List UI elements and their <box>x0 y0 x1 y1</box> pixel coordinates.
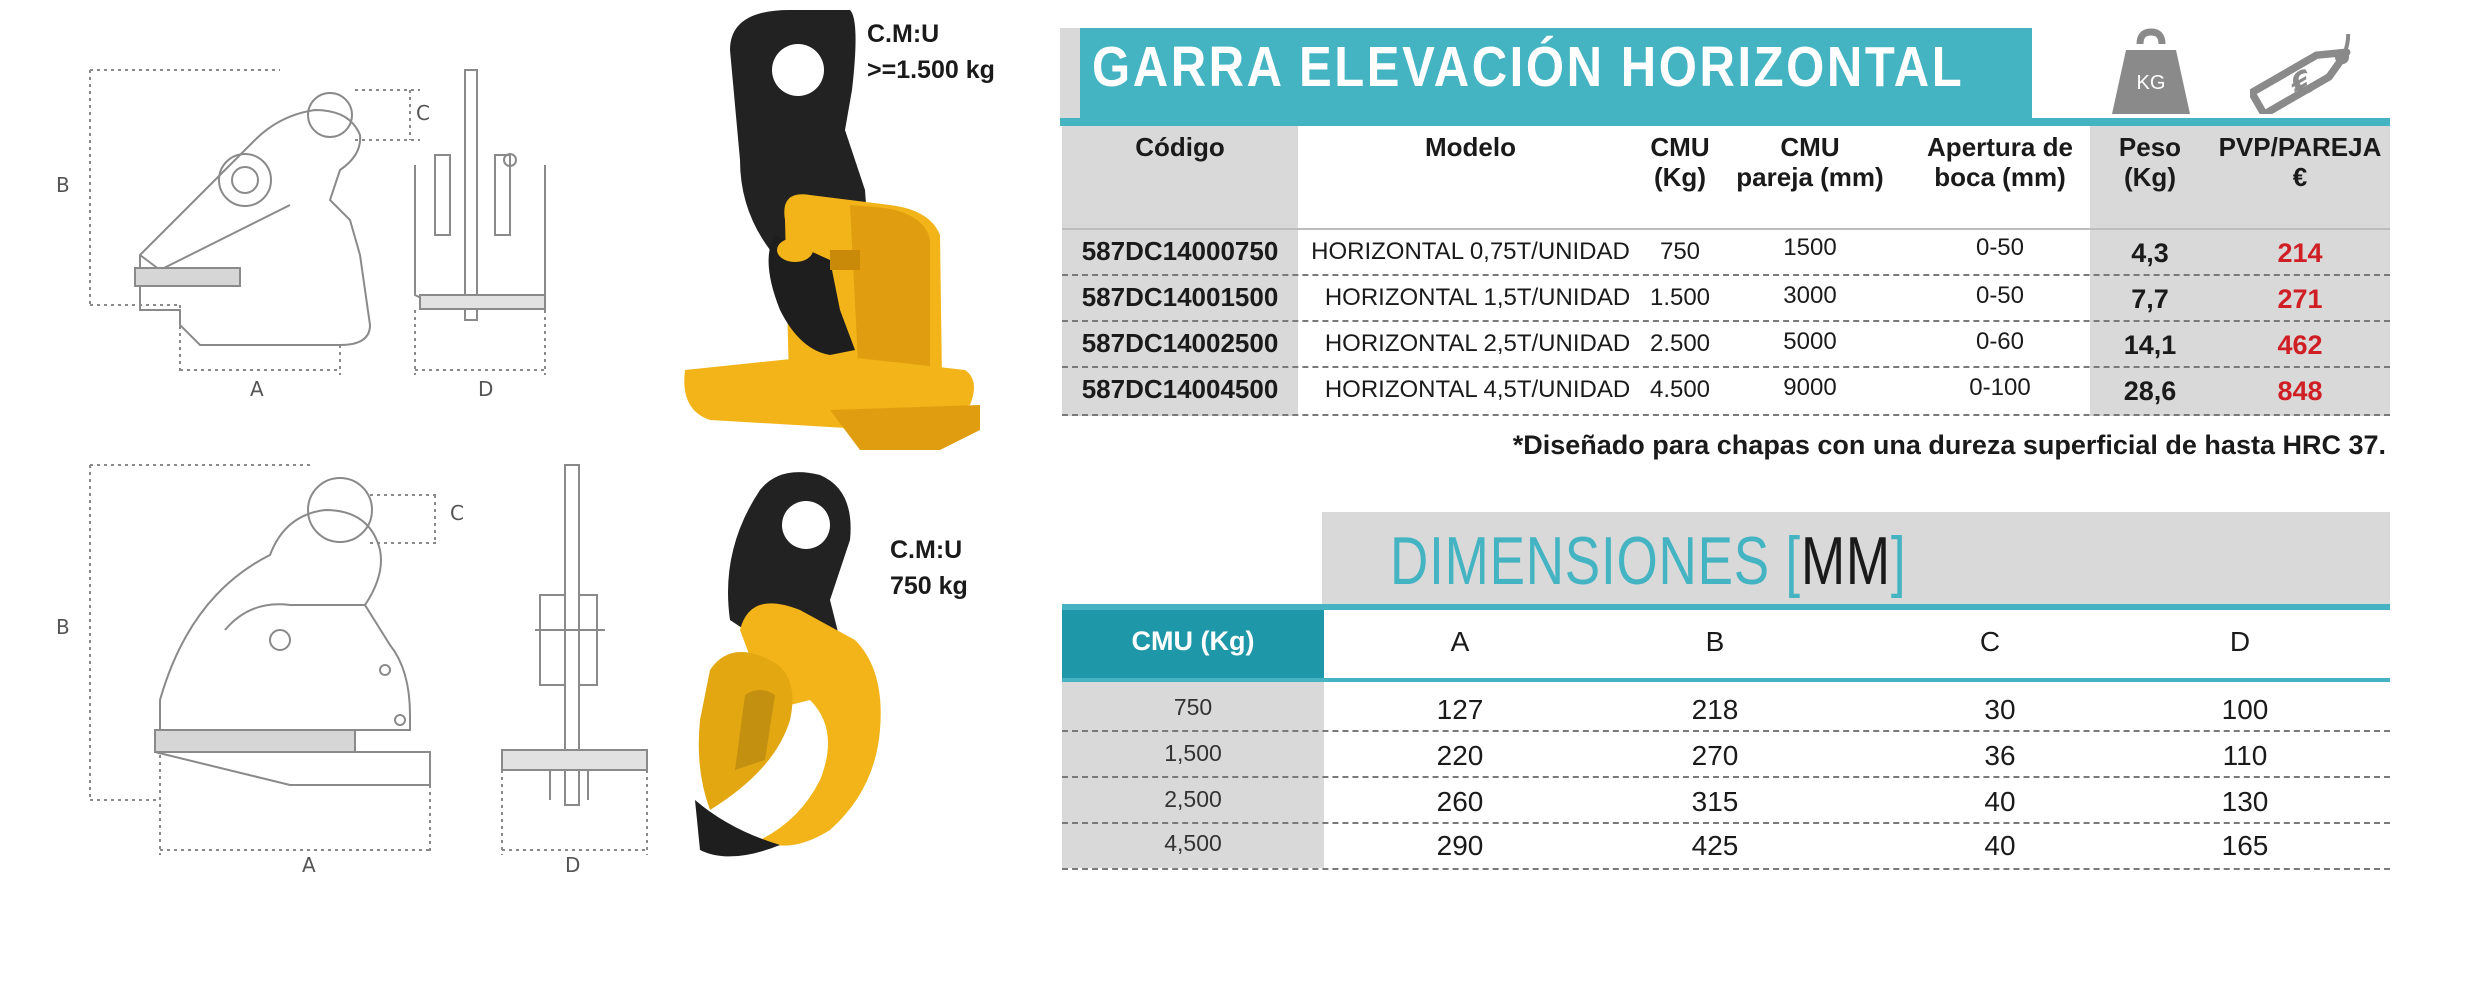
dim-row3-a: 260 <box>1436 786 1484 817</box>
dimensions-title <box>1390 522 1906 600</box>
cmu-label-line2: 750 kg <box>890 572 968 600</box>
row2-cmu: 1.500 <box>1649 284 1711 311</box>
dim-row1-cmu: 750 <box>1173 694 1213 720</box>
dimension-label-b: B <box>56 615 70 639</box>
page-title: GARRA ELEVACIÓN HORIZONTAL <box>1092 35 1965 99</box>
dimension-label-a: A <box>250 377 264 401</box>
title-rule <box>1060 118 2390 126</box>
title-band-accent <box>1060 28 1080 118</box>
row2-apertura: 0-50 <box>1975 282 2025 309</box>
row3-codigo: 587DC14002500 <box>1081 328 1279 358</box>
row2-cmu-pareja: 3000 <box>1783 282 1837 309</box>
weight-kg-icon-label: KG <box>2136 72 2166 94</box>
dim-row4-b: 425 <box>1691 830 1739 861</box>
header-cmu-line2: (Kg) <box>1654 162 1706 192</box>
header-apertura-line1: Apertura de <box>1927 132 2073 162</box>
dim-row-divider <box>1062 776 2390 778</box>
row3-cmu-pareja: 5000 <box>1783 328 1837 355</box>
header-apertura-line2: boca (mm) <box>1934 162 2066 192</box>
header-cmu-line1: CMU <box>1650 132 1710 162</box>
header-pvp-line1: PVP/PAREJA <box>2218 132 2382 162</box>
row4-pvp: 848 <box>2277 376 2323 406</box>
header-pvp <box>2210 132 2390 192</box>
header-peso <box>2090 132 2210 192</box>
hardness-note: *Diseñado para chapas con una dureza superficial de hasta HRC 37. <box>1512 430 2386 460</box>
dimensions-header-a: A <box>1450 626 1470 657</box>
dim-row2-cmu: 1,500 <box>1164 740 1222 766</box>
dimensions-title-bracket-close: ] <box>1890 523 1907 599</box>
euro-tag-icon <box>2250 34 2368 114</box>
header-modelo-text: Modelo <box>1425 132 1516 162</box>
dim-row3-c: 40 <box>1984 786 2016 817</box>
dim-row1-c: 30 <box>1984 694 2016 725</box>
header-codigo-text: Código <box>1135 132 1225 162</box>
dim-row4-d: 165 <box>2221 830 2269 861</box>
dimensions-header-b: B <box>1705 626 1725 657</box>
row1-apertura: 0-50 <box>1975 234 2025 261</box>
cmu-label-large <box>867 16 995 88</box>
header-codigo <box>1062 132 1298 162</box>
dim-row2-b: 270 <box>1691 740 1739 771</box>
row3-peso: 14,1 <box>2123 330 2177 360</box>
row3-cmu: 2.500 <box>1649 330 1711 357</box>
row4-modelo: HORIZONTAL 4,5T/UNIDAD <box>1324 376 1631 403</box>
svg-text:€: € <box>2283 61 2323 106</box>
row1-cmu: 750 <box>1659 238 1701 265</box>
weight-kg-icon <box>2110 26 2192 118</box>
dim-row1-a: 127 <box>1436 694 1484 725</box>
dimension-label-d: D <box>565 853 581 877</box>
row-divider <box>1062 320 2390 322</box>
header-peso-line2: (Kg) <box>2124 162 2176 192</box>
dimension-label-d: D <box>478 377 494 401</box>
row4-cmu-pareja: 9000 <box>1783 374 1837 401</box>
dim-row-divider <box>1062 822 2390 824</box>
dim-row4-a: 290 <box>1436 830 1484 861</box>
row1-pvp: 214 <box>2277 238 2323 268</box>
header-cmu-pareja-line1: CMU <box>1780 132 1840 162</box>
dim-row-divider <box>1062 868 2390 870</box>
row3-modelo: HORIZONTAL 2,5T/UNIDAD <box>1324 330 1631 357</box>
technical-drawing-bottom <box>40 455 660 885</box>
row4-codigo: 587DC14004500 <box>1081 374 1279 404</box>
row3-apertura: 0-60 <box>1975 328 2025 355</box>
row2-pvp: 271 <box>2277 284 2323 314</box>
dimension-label-b: B <box>56 173 70 197</box>
row1-codigo: 587DC14000750 <box>1081 236 1279 266</box>
dimension-label-a: A <box>302 853 316 877</box>
dim-row3-b: 315 <box>1691 786 1739 817</box>
header-peso-line1: Peso <box>2118 132 2182 162</box>
header-apertura <box>1900 132 2100 192</box>
dimensions-title-unit: MM <box>1800 523 1891 599</box>
header-modelo <box>1298 132 1643 162</box>
dim-row1-b: 218 <box>1691 694 1739 725</box>
header-cmu-pareja-line2: pareja (mm) <box>1736 162 1884 192</box>
cmu-label-line1: C.M:U <box>867 20 940 48</box>
row2-codigo: 587DC14001500 <box>1081 282 1279 312</box>
dim-row2-a: 220 <box>1436 740 1484 771</box>
dim-row3-d: 130 <box>2221 786 2269 817</box>
row1-peso: 4,3 <box>2131 238 2169 268</box>
dim-row-divider <box>1062 730 2390 732</box>
dim-row1-d: 100 <box>2221 694 2269 725</box>
header-divider <box>1062 228 2390 230</box>
cmu-label-line2: >=1.500 kg <box>867 56 995 84</box>
dim-row3-cmu: 2,500 <box>1164 786 1222 812</box>
row4-peso: 28,6 <box>2123 376 2177 406</box>
row4-apertura: 0-100 <box>1969 374 2031 401</box>
dim-row4-cmu: 4,500 <box>1164 830 1222 856</box>
cmu-label-small <box>890 532 968 604</box>
row2-peso: 7,7 <box>2131 284 2169 314</box>
dimensions-header-c: C <box>1979 626 2001 657</box>
row-divider <box>1062 414 2390 416</box>
header-cmu-pareja <box>1720 132 1900 192</box>
row2-modelo: HORIZONTAL 1,5T/UNIDAD <box>1324 284 1631 311</box>
dim-row2-c: 36 <box>1984 740 2016 771</box>
header-pvp-line2: € <box>2292 162 2308 192</box>
dimensions-header-cmu: CMU (Kg) <box>1131 626 1255 656</box>
row-divider <box>1062 366 2390 368</box>
technical-drawing-top <box>40 55 580 415</box>
cmu-label-line1: C.M:U <box>890 536 963 564</box>
dim-row4-c: 40 <box>1984 830 2016 861</box>
row1-modelo: HORIZONTAL 0,75T/UNIDAD <box>1311 238 1630 265</box>
row-divider <box>1062 274 2390 276</box>
dimensions-title-bracket-open: [ <box>1785 523 1801 599</box>
row4-cmu: 4.500 <box>1649 376 1711 403</box>
dimensions-title-main: DIMENSIONES <box>1390 523 1786 599</box>
clamp-photo-small <box>690 470 890 880</box>
row3-pvp: 462 <box>2277 330 2323 360</box>
dimension-label-c: C <box>450 501 464 525</box>
dim-row2-d: 110 <box>2222 740 2268 771</box>
dimension-label-c: C <box>416 101 430 125</box>
row1-cmu-pareja: 1500 <box>1783 234 1837 261</box>
dimensions-header-d: D <box>2229 626 2251 657</box>
